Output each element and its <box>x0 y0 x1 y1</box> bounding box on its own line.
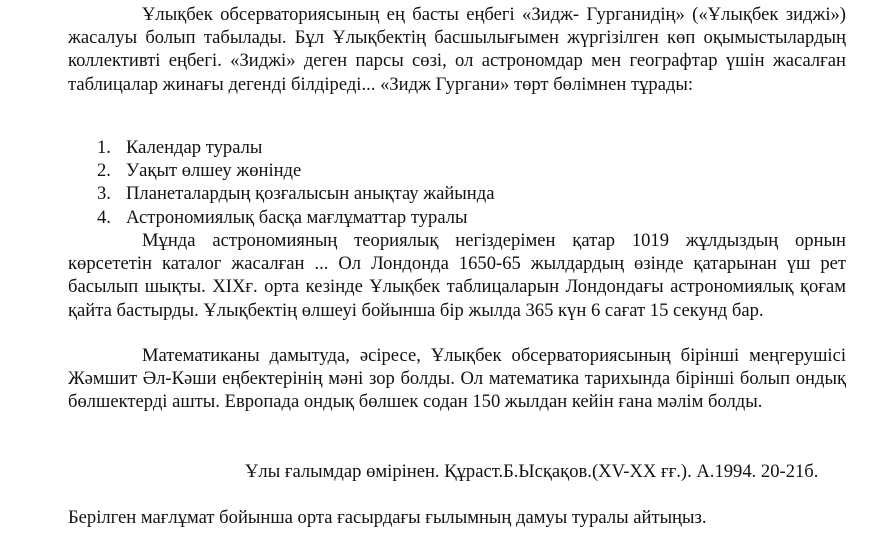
task-question: Берілген мағлұмат бойынша орта ғасырдағы ғылымның дамуы туралы айтыңыз. <box>68 507 707 528</box>
list-item-number: 2. <box>97 160 111 182</box>
sections-list <box>68 136 846 229</box>
source-citation: Ұлы ғалымдар өмірінен. Құраст.Б.Ысқақов.(XV-XX ғғ.). А.1994. 20-21б. <box>245 461 819 482</box>
paragraph-catalog: Мұнда астрономияның теориялық негіздерімен қатар 1019 жұлдыздың орнын көрсететін каталог жасалған ... Ол Лондонда 1650-65 жылдардың өзінде қатарынан үш рет басылып шықты. XIXғ. орта кезінде Ұлықбек таблицаларын Лондондағы астрономиялық қоғам қайта бастырды. Ұлықбектің өлшеуі бойынша бір жылда 365 күн 6 сағат 15 секунд бар. <box>68 230 846 321</box>
list-item-text: Календар туралы <box>126 137 263 158</box>
list-item <box>68 206 846 229</box>
list-item <box>68 182 846 205</box>
list-item-text: Уақыт өлшеу жөнінде <box>126 160 302 182</box>
list-item-number: 3. <box>97 183 111 205</box>
list-item-number: 1. <box>97 137 111 158</box>
list-item <box>68 159 846 182</box>
list-item <box>68 136 846 159</box>
paragraph-intro: Ұлықбек обсерваториясының ең басты еңбегі «Зидж- Гурганидің» («Ұлықбек зиджі») жасалуы болып табылады. Бұл Ұлықбектің басшылығымен жүргізілген көп оқымыстылардың коллективті еңбегі. «Зиджі» деген парсы сөзі, ол астрономдар мен географтар үшін жасалған таблицалар жинағы дегенді білдіреді... «Зидж Гургани» төрт бөлімнен тұрады: <box>68 4 846 95</box>
paragraph-mathematics: Математиканы дамытуда, әсіресе, Ұлықбек обсерваториясының бірінші меңгерушісі Жәмшит Әл-Кәши еңбектерінің мәні зор болды. Ол математика тарихында бірінші болып ондық бөлшектерді ашты. Европада ондық бөлшек содан 150 жылдан кейін ғана мәлім болды. <box>68 345 846 413</box>
list-item-text: Планеталардың қозғалысын анықтау жайында <box>126 183 495 205</box>
list-item-text: Астрономиялық басқа мағлұматтар туралы <box>126 206 468 228</box>
list-item-number: 4. <box>97 206 111 228</box>
